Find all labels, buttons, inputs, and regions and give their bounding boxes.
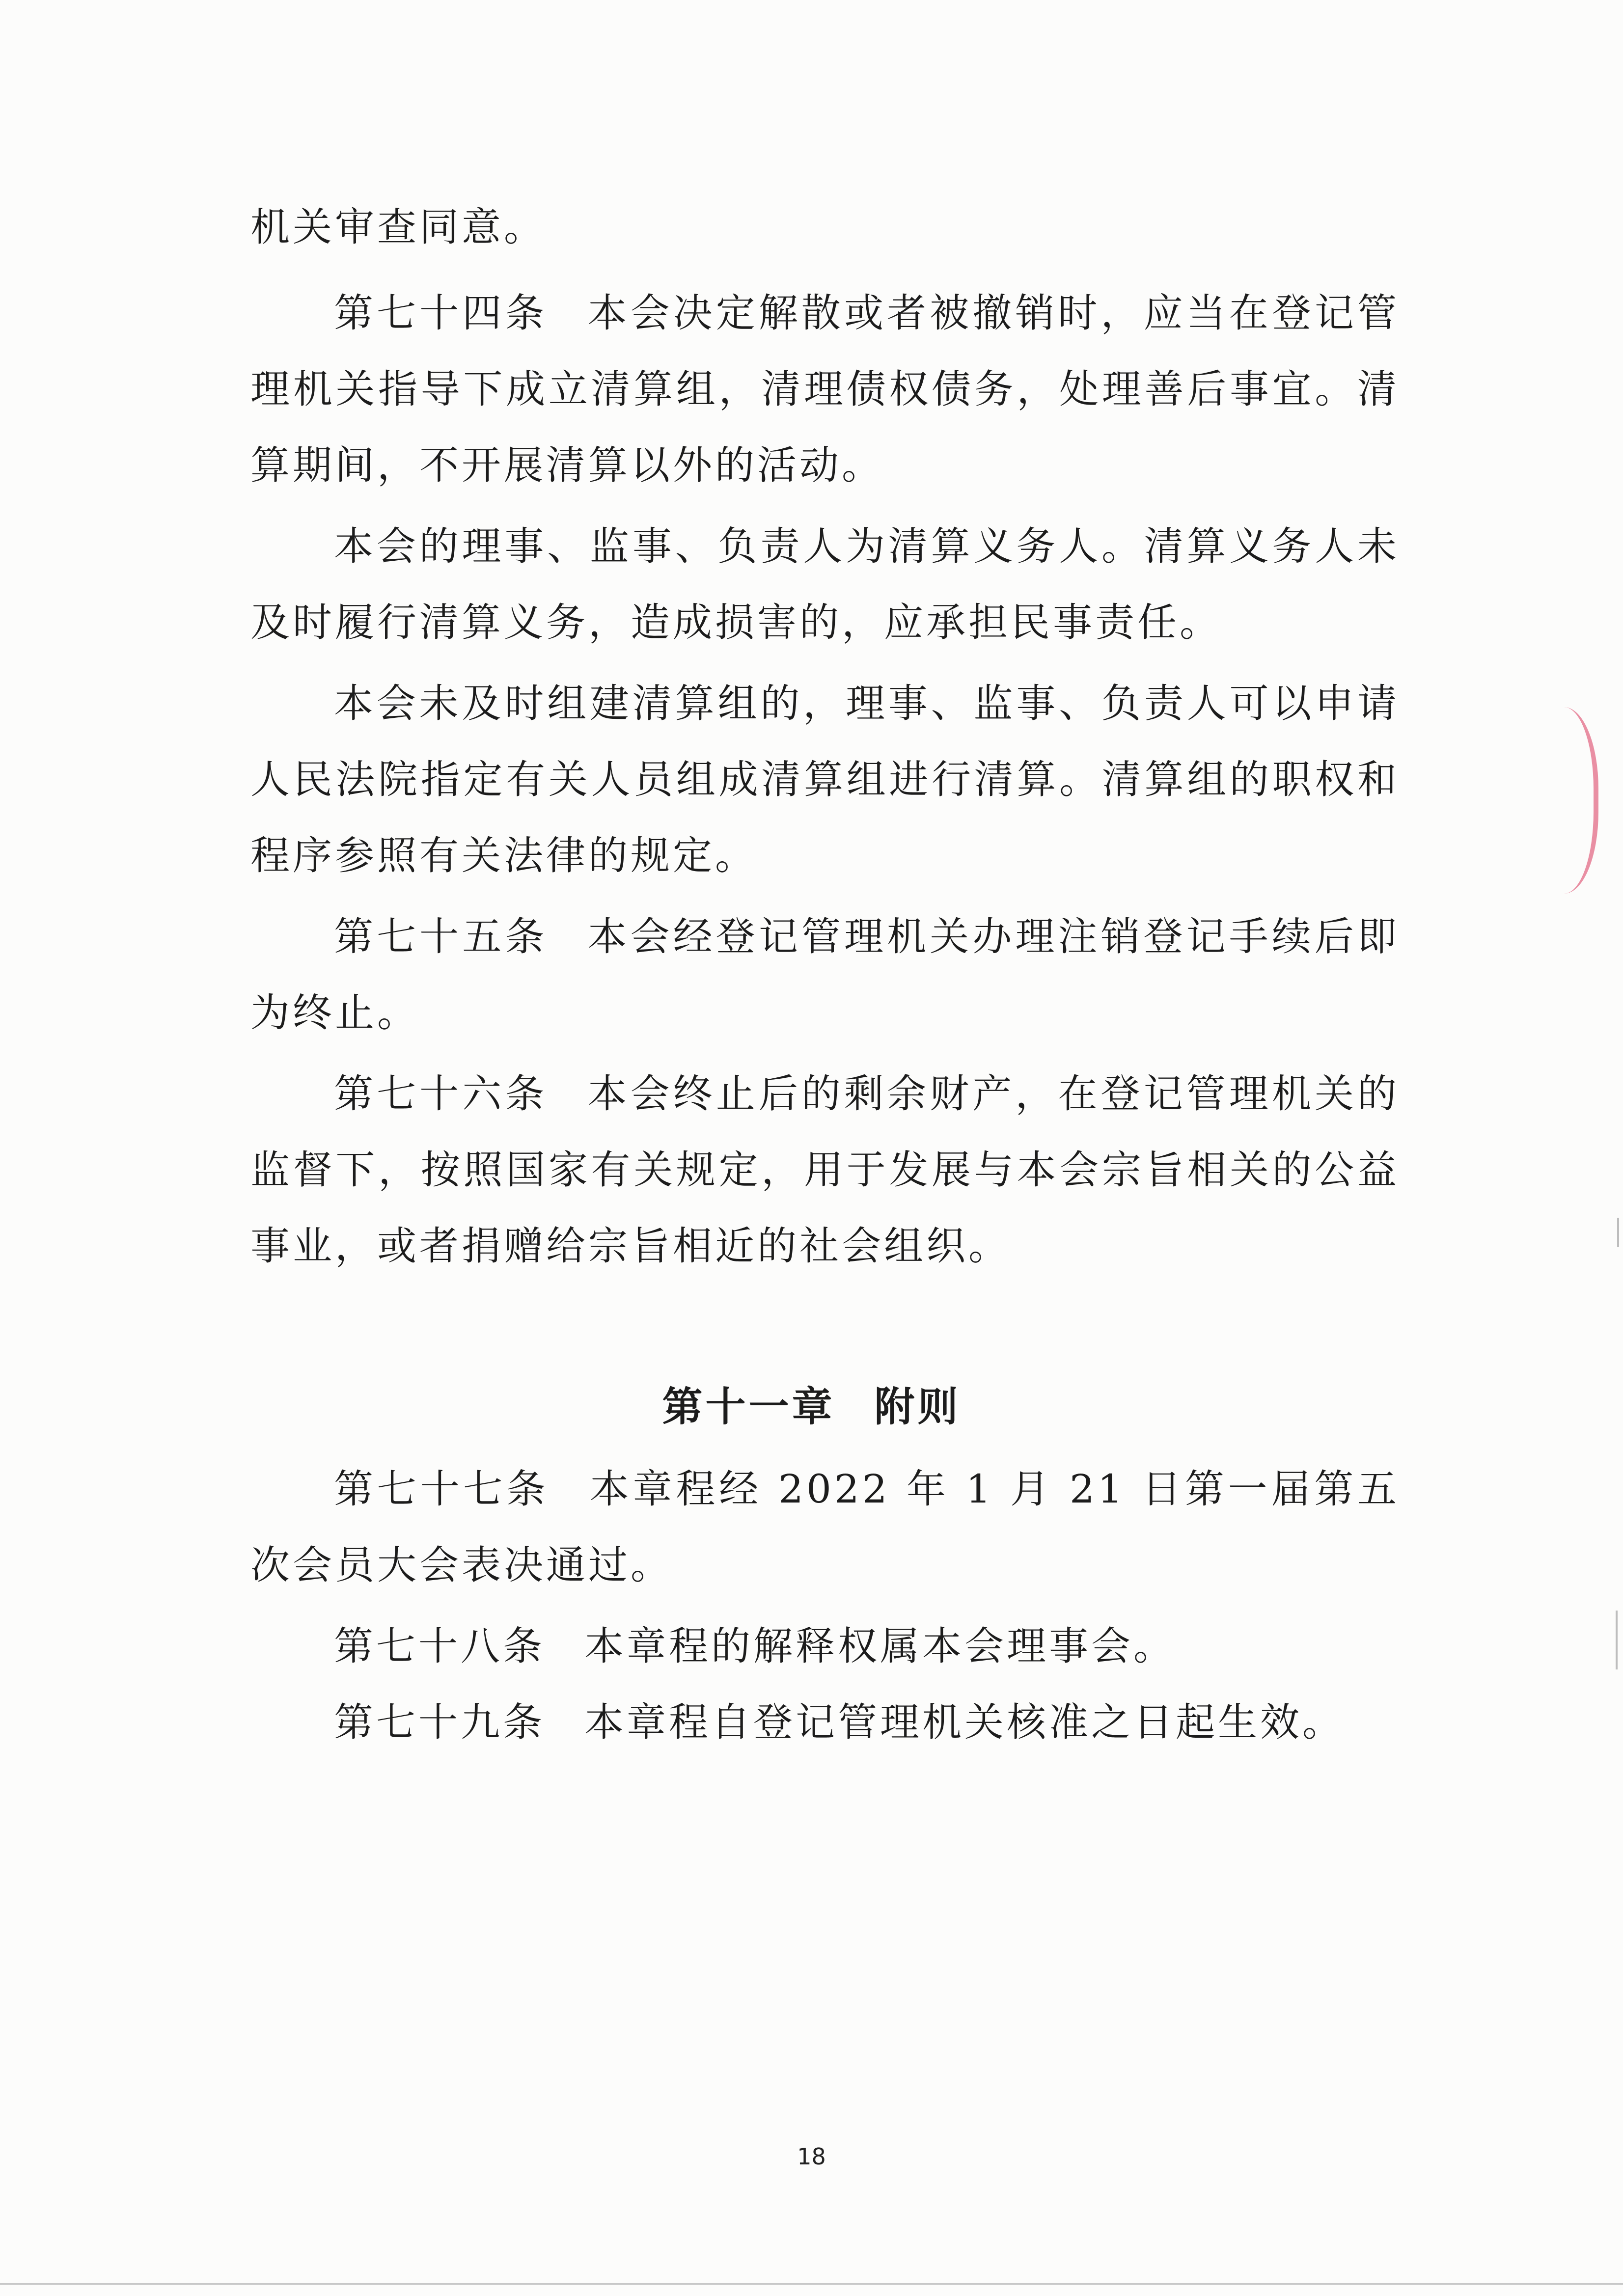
paragraph-liquidation-obligors	[250, 508, 1400, 660]
article-text: 本章程经 2022 年 1 月 21 日第一届第五次会员大会表决通过。	[250, 1466, 1400, 1588]
article-number: 第七十四条	[334, 290, 548, 336]
article-75	[250, 899, 1400, 1051]
article-number: 第七十六条	[334, 1071, 548, 1117]
article-78	[250, 1608, 1400, 1684]
article-text: 本会经登记管理机关办理注销登记手续后即为终止。	[250, 914, 1400, 1036]
article-number: 第七十八条	[334, 1623, 545, 1669]
article-number: 第七十五条	[334, 914, 548, 959]
paragraph-text: 机关审查同意。	[250, 204, 546, 250]
article-77	[250, 1451, 1400, 1603]
paragraph-court-liquidation	[250, 665, 1400, 894]
scan-artifact	[1616, 1611, 1618, 1669]
article-text: 本章程自登记管理机关核准之日起生效。	[584, 1699, 1345, 1745]
article-text: 本会终止后的剩余财产，在登记管理机关的监督下，按照国家有关规定，用于发展与本会宗旨相关的公益事业，或者捐赠给宗旨相近的社会组织。	[250, 1071, 1400, 1269]
seal-stamp-edge	[1564, 707, 1598, 894]
paragraph-text: 本会的理事、监事、负责人为清算义务人。清算义务人未及时履行清算义务，造成损害的，应承担民事责任。	[250, 523, 1400, 645]
paragraph-text: 本会未及时组建清算组的，理事、监事、负责人可以申请人民法院指定有关人员组成清算组进行清算。清算组的职权和程序参照有关法律的规定。	[250, 681, 1400, 878]
article-number: 第七十七条	[334, 1466, 550, 1512]
scan-artifact	[1617, 1218, 1619, 1247]
page-number: 18	[797, 2143, 826, 2170]
article-number: 第七十九条	[334, 1699, 545, 1745]
chapter-heading	[0, 1375, 1623, 1432]
article-text: 本会决定解散或者被撤销时，应当在登记管理机关指导下成立清算组，清理债权债务，处理善后事宜。清算期间，不开展清算以外的活动。	[250, 290, 1400, 488]
article-text: 本章程的解释权属本会理事会。	[584, 1623, 1176, 1669]
scan-bottom-edge	[0, 2283, 1623, 2285]
article-74	[250, 275, 1400, 503]
article-76	[250, 1056, 1400, 1284]
chapter-number: 第十一章	[662, 1384, 835, 1430]
chapter-title: 附则	[874, 1384, 961, 1430]
paragraph-continuation	[250, 189, 1400, 265]
article-79	[250, 1684, 1400, 1760]
